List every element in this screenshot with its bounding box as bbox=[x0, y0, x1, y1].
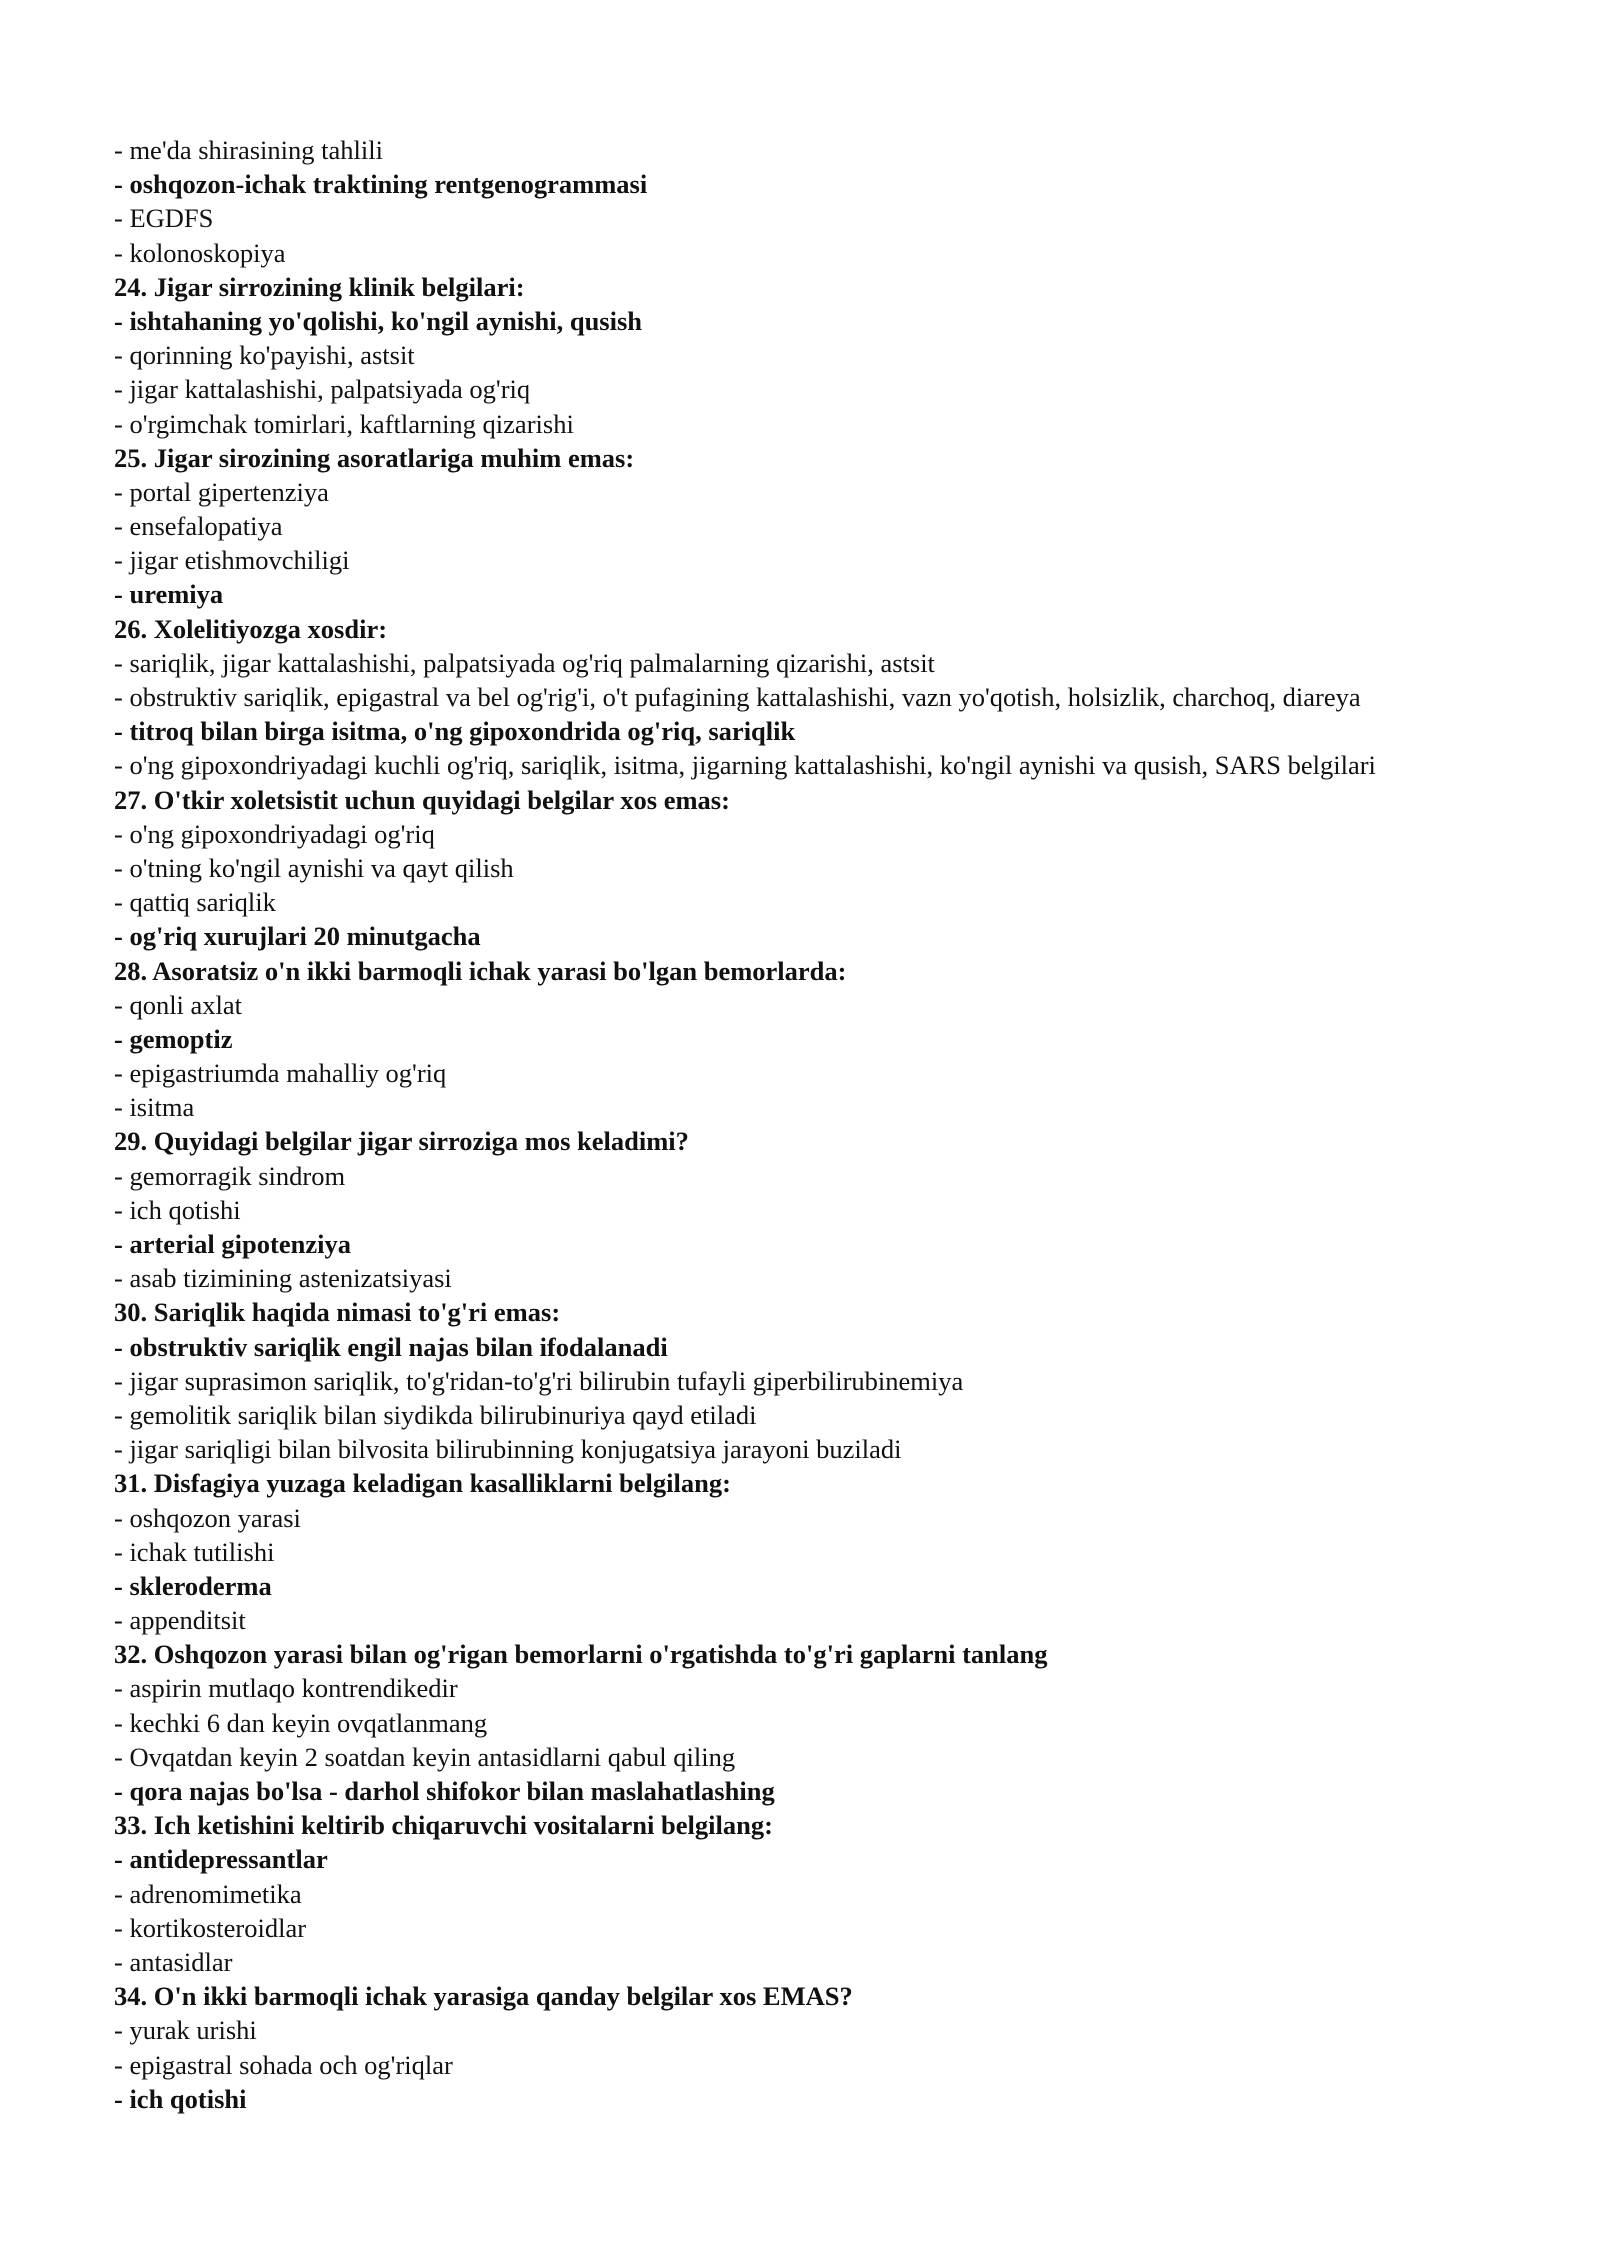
answer-option: - asab tizimining astenizatsiyasi bbox=[114, 1263, 452, 1294]
question-heading: 31. Disfagiya yuzaga keladigan kasalliklarni belgilang: bbox=[114, 1468, 731, 1499]
answer-option: - jigar etishmovchiligi bbox=[114, 545, 350, 576]
correct-answer-option: - ich qotishi bbox=[114, 2083, 247, 2114]
answer-option: - yurak urishi bbox=[114, 2015, 257, 2046]
answer-option: - isitma bbox=[114, 1092, 195, 1123]
correct-answer-option: - arterial gipotenziya bbox=[114, 1229, 351, 1259]
answer-option: - kortikosteroidlar bbox=[114, 1912, 307, 1943]
answer-option: - o'ng gipoxondriyadagi kuchli og'riq, sariqlik, isitma, jigarning kattalashishi, ko'ngil aynishi va qusish, SARS belgilari bbox=[114, 750, 1376, 781]
answer-option: - ensefalopatiya bbox=[114, 511, 283, 542]
answer-option: - ichak tutilishi bbox=[114, 1536, 275, 1567]
question-heading: 25. Jigar sirozining asoratlariga muhim emas: bbox=[114, 442, 635, 473]
answer-option: - kechki 6 dan keyin ovqatlanmang bbox=[114, 1707, 488, 1738]
correct-answer-option: - ishtahaning yo'qolishi, ko'ngil aynishi, qusish bbox=[114, 305, 643, 336]
answer-option: - aspirin mutlaqo kontrendikedir bbox=[114, 1673, 458, 1704]
answer-option: - jigar sariqligi bilan bilvosita bilirubinning konjugatsiya jarayoni buziladi bbox=[114, 1434, 902, 1465]
correct-answer-option: - uremiya bbox=[114, 579, 224, 610]
answer-option: - oshqozon yarasi bbox=[114, 1502, 301, 1533]
answer-option: - o'ng gipoxondriyadagi og'riq bbox=[114, 818, 435, 849]
answer-option: - jigar kattalashishi, palpatsiyada og'riq bbox=[114, 374, 531, 405]
correct-answer-option: - obstruktiv sariqlik engil najas bilan ifodalanadi bbox=[114, 1331, 668, 1362]
answer-option: - Ovqatdan keyin 2 soatdan keyin antasidlarni qabul qiling bbox=[114, 1741, 736, 1772]
question-heading: 28. Asoratsiz o'n ikki barmoqli ichak yarasi bo'lgan bemorlarda: bbox=[114, 955, 847, 986]
answer-option: - sariqlik, jigar kattalashishi, palpatsiyada og'riq palmalarning qizarishi, astsit bbox=[114, 647, 935, 678]
answer-option: - epigastriumda mahalliy og'riq bbox=[114, 1058, 447, 1089]
answer-option: - o'rgimchak tomirlari, kaftlarning qizarishi bbox=[114, 408, 574, 439]
answer-option: - gemolitik sariqlik bilan siydikda bilirubinuriya qayd etiladi bbox=[114, 1399, 757, 1430]
correct-answer-option: - oshqozon-ichak traktining rentgenogrammasi bbox=[114, 169, 648, 200]
question-heading: 30. Sariqlik haqida nimasi to'g'ri emas: bbox=[114, 1297, 561, 1328]
correct-answer-option: - og'riq xurujlari 20 minutgacha bbox=[114, 921, 481, 952]
correct-answer-option: - antidepressantlar bbox=[114, 1844, 328, 1875]
question-heading: 32. Oshqozon yarasi bilan og'rigan bemorlarni o'rgatishda to'g'ri gaplarni tanlang bbox=[114, 1639, 1048, 1670]
question-heading: 29. Quyidagi belgilar jigar sirroziga mos keladimi? bbox=[114, 1126, 689, 1157]
document-page bbox=[114, 133, 1554, 2116]
answer-option: - portal gipertenziya bbox=[114, 476, 329, 507]
question-heading: 26. Xolelitiyozga xosdir: bbox=[114, 613, 388, 644]
question-heading: 34. O'n ikki barmoqli ichak yarasiga qanday belgilar xos EMAS? bbox=[114, 1981, 853, 2012]
answer-option: - qonli axlat bbox=[114, 989, 243, 1020]
answer-option: - ich qotishi bbox=[114, 1194, 241, 1225]
answer-option: - epigastral sohada och og'riqlar bbox=[114, 2049, 453, 2080]
answer-option: - adrenomimetika bbox=[114, 1878, 302, 1909]
answer-option: - gemorragik sindrom bbox=[114, 1160, 346, 1191]
correct-answer-option: - titroq bilan birga isitma, o'ng gipoxondrida og'riq, sariqlik bbox=[114, 716, 796, 747]
correct-answer-option: - qora najas bo'lsa - darhol shifokor bilan maslahatlashing bbox=[114, 1776, 775, 1806]
correct-answer-option: - gemoptiz bbox=[114, 1023, 233, 1054]
question-heading: 24. Jigar sirrozining klinik belgilari: bbox=[114, 271, 525, 302]
answer-option: - kolonoskopiya bbox=[114, 237, 286, 268]
correct-answer-option: - skleroderma bbox=[114, 1570, 272, 1601]
answer-option: - EGDFS bbox=[114, 203, 214, 234]
answer-option: - qattiq sariqlik bbox=[114, 887, 276, 918]
answer-option: - jigar suprasimon sariqlik, to'g'ridan-to'g'ri bilirubin tufayli giperbilirubinemiya bbox=[114, 1365, 964, 1396]
answer-option: - appenditsit bbox=[114, 1605, 246, 1636]
question-heading: 27. O'tkir xoletsistit uchun quyidagi belgilar xos emas: bbox=[114, 784, 730, 815]
answer-option: - o'tning ko'ngil aynishi va qayt qilish bbox=[114, 852, 514, 883]
question-heading: 33. Ich ketishini keltirib chiqaruvchi vositalarni belgilang: bbox=[114, 1810, 773, 1841]
answer-option: - me'da shirasining tahlili bbox=[114, 135, 383, 165]
answer-option: - obstruktiv sariqlik, epigastral va bel og'rig'i, o't pufagining kattalashishi, vazn yo'qotish, holsizlik, charchoq, diareya bbox=[114, 682, 1361, 712]
answer-option: - qorinning ko'payishi, astsit bbox=[114, 340, 415, 371]
answer-option: - antasidlar bbox=[114, 1946, 233, 1977]
